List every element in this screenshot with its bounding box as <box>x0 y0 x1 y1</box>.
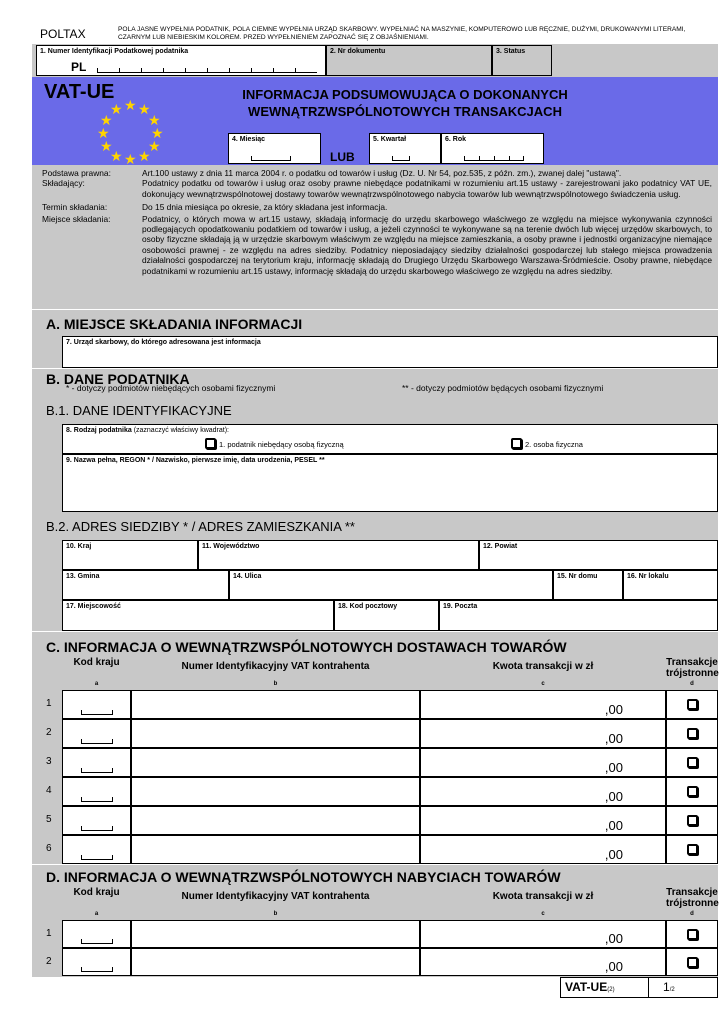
svg-text:★: ★ <box>110 149 123 164</box>
code-ticks <box>81 797 113 802</box>
footer-form-code <box>561 978 649 997</box>
filer-label: Składający: <box>42 178 85 189</box>
amount-suffix: ,00 <box>604 818 623 833</box>
amount-cell[interactable] <box>420 748 666 777</box>
col-letter-a: a <box>94 911 99 917</box>
checkbox-icon[interactable] <box>687 757 698 768</box>
vat-number-cell[interactable] <box>131 690 420 719</box>
footer-page <box>649 978 717 997</box>
form-code: VAT-UE <box>44 81 115 103</box>
country-label: 10. Kraj <box>66 543 92 550</box>
month-field[interactable] <box>228 133 321 164</box>
amount-suffix: ,00 <box>604 760 623 775</box>
city-label: 17. Miejscowość <box>66 603 121 610</box>
house-number-label: 15. Nr domu <box>557 573 598 580</box>
nip-label: 1. Numer Identyfikacji Podatkowej podatnika <box>40 48 189 55</box>
tax-office-field[interactable] <box>62 336 718 368</box>
post-office-label: 19. Poczta <box>443 603 478 610</box>
note-nonphysical: * - dotyczy podmiotów niebędących osobami fizycznymi <box>66 383 276 393</box>
col-letter-b: b <box>273 681 278 687</box>
checkbox-icon[interactable] <box>687 957 698 968</box>
year-label: 6. Rok <box>445 136 467 143</box>
amount-suffix: ,00 <box>604 847 623 862</box>
checkbox-icon[interactable] <box>687 699 698 710</box>
table-row <box>32 748 718 777</box>
apartment-number-field[interactable] <box>623 570 718 600</box>
option-non-physical[interactable] <box>205 438 344 449</box>
amount-cell[interactable] <box>420 719 666 748</box>
deadline-text: Do 15 dnia miesiąca po okresie, za który składana jest informacja. <box>142 202 388 213</box>
country-code-cell[interactable] <box>62 719 131 748</box>
svg-text:★: ★ <box>151 126 164 142</box>
amount-cell[interactable] <box>420 920 666 948</box>
tax-office-label: 7. Urząd skarbowy, do którego adresowana jest informacja <box>66 339 261 346</box>
row-number: 1 <box>46 928 52 939</box>
svg-text:★: ★ <box>148 113 161 129</box>
footer-version: (2) <box>607 987 615 993</box>
table-row <box>32 835 718 864</box>
section-c-title: C. INFORMACJA O WEWNĄTRZWSPÓLNOTOWYCH DOSTAWACH TOWARÓW <box>46 639 567 655</box>
code-ticks <box>81 768 113 773</box>
name-label: 9. Nazwa pełna, REGON * / Nazwisko, pierwsze imię, data urodzenia, PESEL ** <box>66 457 325 464</box>
commune-field[interactable] <box>62 570 229 600</box>
vat-number-cell[interactable] <box>131 719 420 748</box>
place-text: Podatnicy, o których mowa w art.15 ustawy, składają informację do urzędu skarbowego właściwego ze względu na miejsce wykonywania czynności podlegających opodatkowaniu podatkiem od towarów i usług, a jeżeli czynności te wykonywane są na terenie dwóch lub więcej urzędów skarbowych, to osoby fizyczne składają ją w urzędzie skarbowym właściwym ze względu na miejsce zamieszkania, a osoby prawne i jednostki organizacyjne niemające osobowości prawnej - ze względu na adres siedziby. Podatnicy nieposiadający siedziby działalności gospodarczej lub stałego miejsca prowadzenia działalności gospodarczej na terytorium kraju, informację składają do Drugiego Urzędu Skarbowego Warszawa-Śródmieście. Osoby prawne, niebędące podatnikami w rozumieniu art.15 ustawy, informację składają do urzędu skarbowego właściwego ze względu na adres siedziby. <box>142 213 712 276</box>
triangular-cell <box>666 690 718 719</box>
code-ticks <box>81 855 113 860</box>
taxpayer-type-label: 8. Rodzaj podatnika <box>66 427 132 434</box>
col-letter-b: b <box>273 911 278 917</box>
svg-text:★: ★ <box>148 139 161 155</box>
section-b1-title: B.1. DANE IDENTYFIKACYJNE <box>46 403 232 418</box>
table-row <box>32 806 718 835</box>
amount-suffix: ,00 <box>604 731 623 746</box>
vat-number-cell[interactable] <box>131 806 420 835</box>
month-ticks <box>251 156 291 161</box>
svg-text:★: ★ <box>100 113 113 129</box>
page-number: 1 <box>663 980 670 994</box>
street-label: 14. Ulica <box>233 573 262 580</box>
county-label: 12. Powiat <box>483 543 518 550</box>
svg-text:★: ★ <box>100 139 113 155</box>
option-physical[interactable] <box>511 438 583 449</box>
col-letter-d: d <box>690 911 694 917</box>
col-country-code: Kod kraju <box>73 657 120 668</box>
voivodeship-field[interactable] <box>198 540 479 570</box>
nip-ticks <box>97 68 317 73</box>
apartment-number-label: 16. Nr lokalu <box>627 573 669 580</box>
document-number-field <box>326 45 492 76</box>
code-ticks <box>81 739 113 744</box>
triangular-cell <box>666 748 718 777</box>
quarter-ticks <box>392 156 410 161</box>
quarter-label: 5. Kwartał <box>373 136 407 143</box>
col-country-code: Kod kraju <box>73 887 120 898</box>
code-ticks <box>81 826 113 831</box>
col-letter-c: c <box>541 911 545 917</box>
row-number: 1 <box>46 698 52 709</box>
svg-text:★: ★ <box>138 149 151 164</box>
vat-number-cell[interactable] <box>131 777 420 806</box>
eu-stars-icon <box>96 98 164 164</box>
country-field[interactable] <box>62 540 198 570</box>
checkbox-icon[interactable] <box>687 929 698 940</box>
quarter-field[interactable] <box>369 133 441 164</box>
row-number: 2 <box>46 956 52 967</box>
triangular-cell <box>666 806 718 835</box>
form-title-line2: WEWNĄTRZWSPÓLNOTOWYCH TRANSAKCJACH <box>248 104 562 119</box>
checkbox-icon[interactable] <box>511 438 522 449</box>
row-number: 3 <box>46 756 52 767</box>
svg-text:★: ★ <box>138 102 151 118</box>
form-title <box>200 86 610 120</box>
vat-number-cell[interactable] <box>131 920 420 948</box>
year-field[interactable] <box>441 133 544 164</box>
checkbox-icon[interactable] <box>687 844 698 855</box>
country-code-cell[interactable] <box>62 690 131 719</box>
country-code-cell[interactable] <box>62 777 131 806</box>
page-total: /2 <box>669 987 675 993</box>
country-code-cell[interactable] <box>62 806 131 835</box>
section-d-header <box>62 886 718 920</box>
svg-text:★: ★ <box>124 152 137 164</box>
country-code-cell[interactable] <box>62 835 131 864</box>
country-code-cell[interactable] <box>62 920 131 948</box>
header-note: POLA JASNE WYPEŁNIA PODATNIK, POLA CIEMNE WYPEŁNIA URZĄD SKARBOWY. WYPEŁNIAĆ NA MASZYNIE, KOMPUTEROWO LUB RĘCZNIE, DUŻYMI, DRUKOWANYMI LITERAMI, CZARNYM LUB NIEBIESKIM KOLOREM. PRZED WYPEŁNIENIEM ZAPOZNAĆ SIĘ Z OBJAŚNIENIAMI. <box>118 26 686 41</box>
name-field[interactable] <box>62 454 718 512</box>
svg-text:★: ★ <box>97 126 110 142</box>
svg-text:★: ★ <box>124 98 137 114</box>
amount-suffix: ,00 <box>604 959 623 974</box>
year-ticks <box>464 156 524 161</box>
deadline-label: Termin składania: <box>42 202 108 213</box>
postal-code-field[interactable] <box>334 600 439 631</box>
country-code-cell[interactable] <box>62 948 131 976</box>
row-number: 6 <box>46 843 52 854</box>
triangular-cell <box>666 777 718 806</box>
commune-label: 13. Gmina <box>66 573 100 580</box>
house-number-field[interactable] <box>553 570 623 600</box>
code-ticks <box>81 967 113 972</box>
post-office-field[interactable] <box>439 600 718 631</box>
nip-field[interactable] <box>36 45 326 76</box>
col-letter-c: c <box>541 681 545 687</box>
table-row <box>32 777 718 806</box>
vat-number-cell[interactable] <box>131 748 420 777</box>
col-letter-d: d <box>690 681 694 687</box>
col-triangular: Transakcje trójstronne <box>666 887 719 909</box>
checkbox-icon[interactable] <box>687 786 698 797</box>
code-ticks <box>81 939 113 944</box>
checkbox-icon[interactable] <box>687 815 698 826</box>
taxpayer-type-hint: (zaznaczyć właściwy kwadrat): <box>133 427 229 434</box>
amount-suffix: ,00 <box>604 931 623 946</box>
amount-suffix: ,00 <box>604 789 623 804</box>
amount-cell[interactable] <box>420 777 666 806</box>
col-amount: Kwota transakcji w zł <box>492 891 594 902</box>
taxpayer-type-field <box>62 424 718 454</box>
footer-code: VAT-UE <box>565 980 608 994</box>
option-non-physical-label: 1. podatnik niebędący osobą fizyczną <box>219 440 344 449</box>
form-title-line1: INFORMACJA PODSUMOWUJĄCA O DOKONANYCH <box>242 87 568 102</box>
row-number: 2 <box>46 727 52 738</box>
legal-basis-text: Art.100 ustawy z dnia 11 marca 2004 r. o podatku od towarów i usług (Dz. U. Nr 54, poz.535, z późn. zm.), zwanej dalej "ustawą". <box>142 168 622 178</box>
checkbox-icon[interactable] <box>205 438 216 449</box>
table-row <box>32 948 718 976</box>
col-letter-a: a <box>94 681 99 687</box>
pl-prefix: PL <box>71 60 87 74</box>
option-physical-label: 2. osoba fizyczna <box>525 440 583 449</box>
city-field[interactable] <box>62 600 334 631</box>
or-label: LUB <box>330 150 355 164</box>
status-label: 3. Status <box>496 48 526 55</box>
triangular-cell <box>666 719 718 748</box>
checkbox-icon[interactable] <box>687 728 698 739</box>
legal-block <box>42 168 712 276</box>
status-field <box>492 45 552 76</box>
amount-cell[interactable] <box>420 948 666 976</box>
voivodeship-label: 11. Województwo <box>202 543 260 550</box>
code-ticks <box>81 710 113 715</box>
table-row <box>32 719 718 748</box>
note-physical: ** - dotyczy podmiotów będących osobami fizycznymi <box>402 383 604 393</box>
vat-number-cell[interactable] <box>131 948 420 976</box>
table-row <box>32 920 718 948</box>
col-vat-number: Numer Identyfikacyjny VAT kontrahenta <box>181 661 370 672</box>
table-row <box>32 690 718 719</box>
amount-cell[interactable] <box>420 806 666 835</box>
triangular-cell <box>666 948 718 976</box>
row-number: 5 <box>46 814 52 825</box>
col-triangular: Transakcje trójstronne <box>666 657 719 679</box>
triangular-cell <box>666 835 718 864</box>
filer-text: Podatnicy podatku od towarów i usług oraz osoby prawne niebędące podatnikami w rozumieniu art.15 ustawy - zarejestrowani jako podatnicy VAT UE, dokonujący wewnątrzwspólnotowej dostawy towarów wewnątrzwspólnotowego nabycia towarów lub wewnątrzwspólnotowego świadczenia usług. <box>142 178 712 199</box>
footer-box <box>560 977 718 998</box>
vat-number-cell[interactable] <box>131 835 420 864</box>
svg-text:★: ★ <box>110 102 123 118</box>
section-a-title: A. MIEJSCE SKŁADANIA INFORMACJI <box>46 316 303 332</box>
postal-code-label: 18. Kod pocztowy <box>338 603 398 610</box>
amount-cell[interactable] <box>420 835 666 864</box>
amount-suffix: ,00 <box>604 702 623 717</box>
legal-basis-label: Podstawa prawna: <box>42 168 111 178</box>
month-label: 4. Miesiąc <box>232 136 266 143</box>
col-vat-number: Numer Identyfikacyjny VAT kontrahenta <box>181 891 370 902</box>
county-field[interactable] <box>479 540 718 570</box>
document-number-label: 2. Nr dokumentu <box>330 48 386 55</box>
street-field[interactable] <box>229 570 553 600</box>
section-b-title: B. DANE PODATNIKA <box>46 371 190 387</box>
col-amount: Kwota transakcji w zł <box>492 661 594 672</box>
country-code-cell[interactable] <box>62 748 131 777</box>
section-d-title: D. INFORMACJA O WEWNĄTRZWSPÓLNOTOWYCH NABYCIACH TOWARÓW <box>46 869 561 885</box>
place-label: Miejsce składania: <box>42 213 111 224</box>
amount-cell[interactable] <box>420 690 666 719</box>
section-c-header <box>62 656 718 690</box>
section-b2-title: B.2. ADRES SIEDZIBY * / ADRES ZAMIESZKANIA ** <box>46 519 355 534</box>
triangular-cell <box>666 920 718 948</box>
poltax-logo: POLTAX <box>40 27 86 41</box>
row-number: 4 <box>46 785 52 796</box>
